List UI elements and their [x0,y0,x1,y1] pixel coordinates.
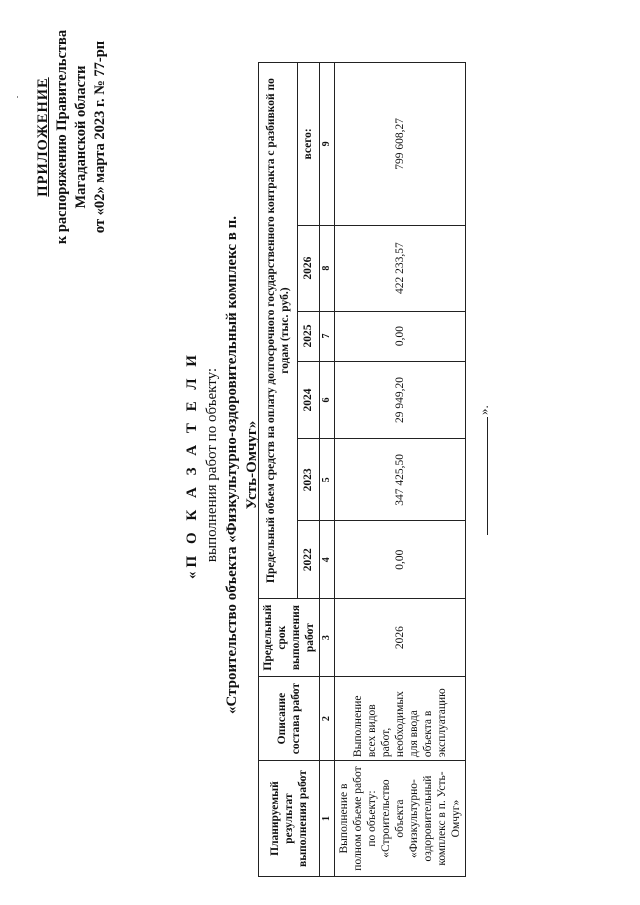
appendix-line-2: Магаданской области [73,65,89,209]
column-number: 9 [320,63,335,226]
header-year-2024: 2024 [297,361,319,439]
cell-description: Выполнение всех видов работ, необходимых для ввода объекта в эксплуатацию [335,677,466,761]
title-line-1: «П О К А З А Т Е Л И [184,351,200,579]
cell-value-2022: 0,00 [335,521,466,599]
header-result: Планируемый результат выполнения работ [259,761,320,877]
cell-deadline: 2026 [335,599,466,677]
header-total: всего: [297,63,319,226]
column-number: 1 [320,761,335,877]
cell-value-2023: 347 425,50 [335,439,466,521]
closing-mark [476,405,492,535]
table-row [335,63,466,877]
header-year-2022: 2022 [297,521,319,599]
column-number: 3 [320,599,335,677]
header-deadline: Предельный срок выполнения работ [259,599,320,677]
header-description: Описание состава работ [259,677,320,761]
header-year-2026: 2026 [297,225,319,311]
title-line-3: «Строительство объекта «Физкультурно-оздоровительный комплекс в п. Усть-Омчуг» [224,215,260,715]
cell-total: 799 608,27 [335,63,466,226]
appendix-line-3: от «02» марта 2023 г. № 77-рп [92,40,108,234]
cell-result: Выполнение в полном объеме работ по объекту: «Строительство объекта «Физкультурно-оздоровительный комплекс в п. Усть-Омчуг» [335,761,466,877]
column-number: 4 [320,521,335,599]
cell-value-2025: 0,00 [335,311,466,361]
header-year-2023: 2023 [297,439,319,521]
appendix-heading: ПРИЛОЖЕНИЕ [35,77,51,197]
table-header-row [259,63,298,877]
header-funding-group: Предельный объем средств на оплату долгосрочного государственного контракта с разбивкой по годам (тыс. руб.) [259,63,298,599]
column-number: 8 [320,225,335,311]
appendix-block [34,0,110,287]
header-year-2025: 2025 [297,311,319,361]
column-number-row [320,63,335,877]
title-line-2: выполнения работ по объекту: [204,367,220,563]
column-number: 5 [320,439,335,521]
closing-rule [487,417,488,535]
cell-value-2024: 29 949,20 [335,361,466,439]
indicators-table [258,62,466,877]
column-number: 2 [320,677,335,761]
scan-speck [17,96,18,98]
closing-quote: ». [476,405,491,415]
column-number: 6 [320,361,335,439]
column-number: 7 [320,311,335,361]
document-title [182,205,262,725]
cell-value-2026: 422 233,57 [335,225,466,311]
appendix-line-1: к распоряжению Правительства [54,29,70,245]
